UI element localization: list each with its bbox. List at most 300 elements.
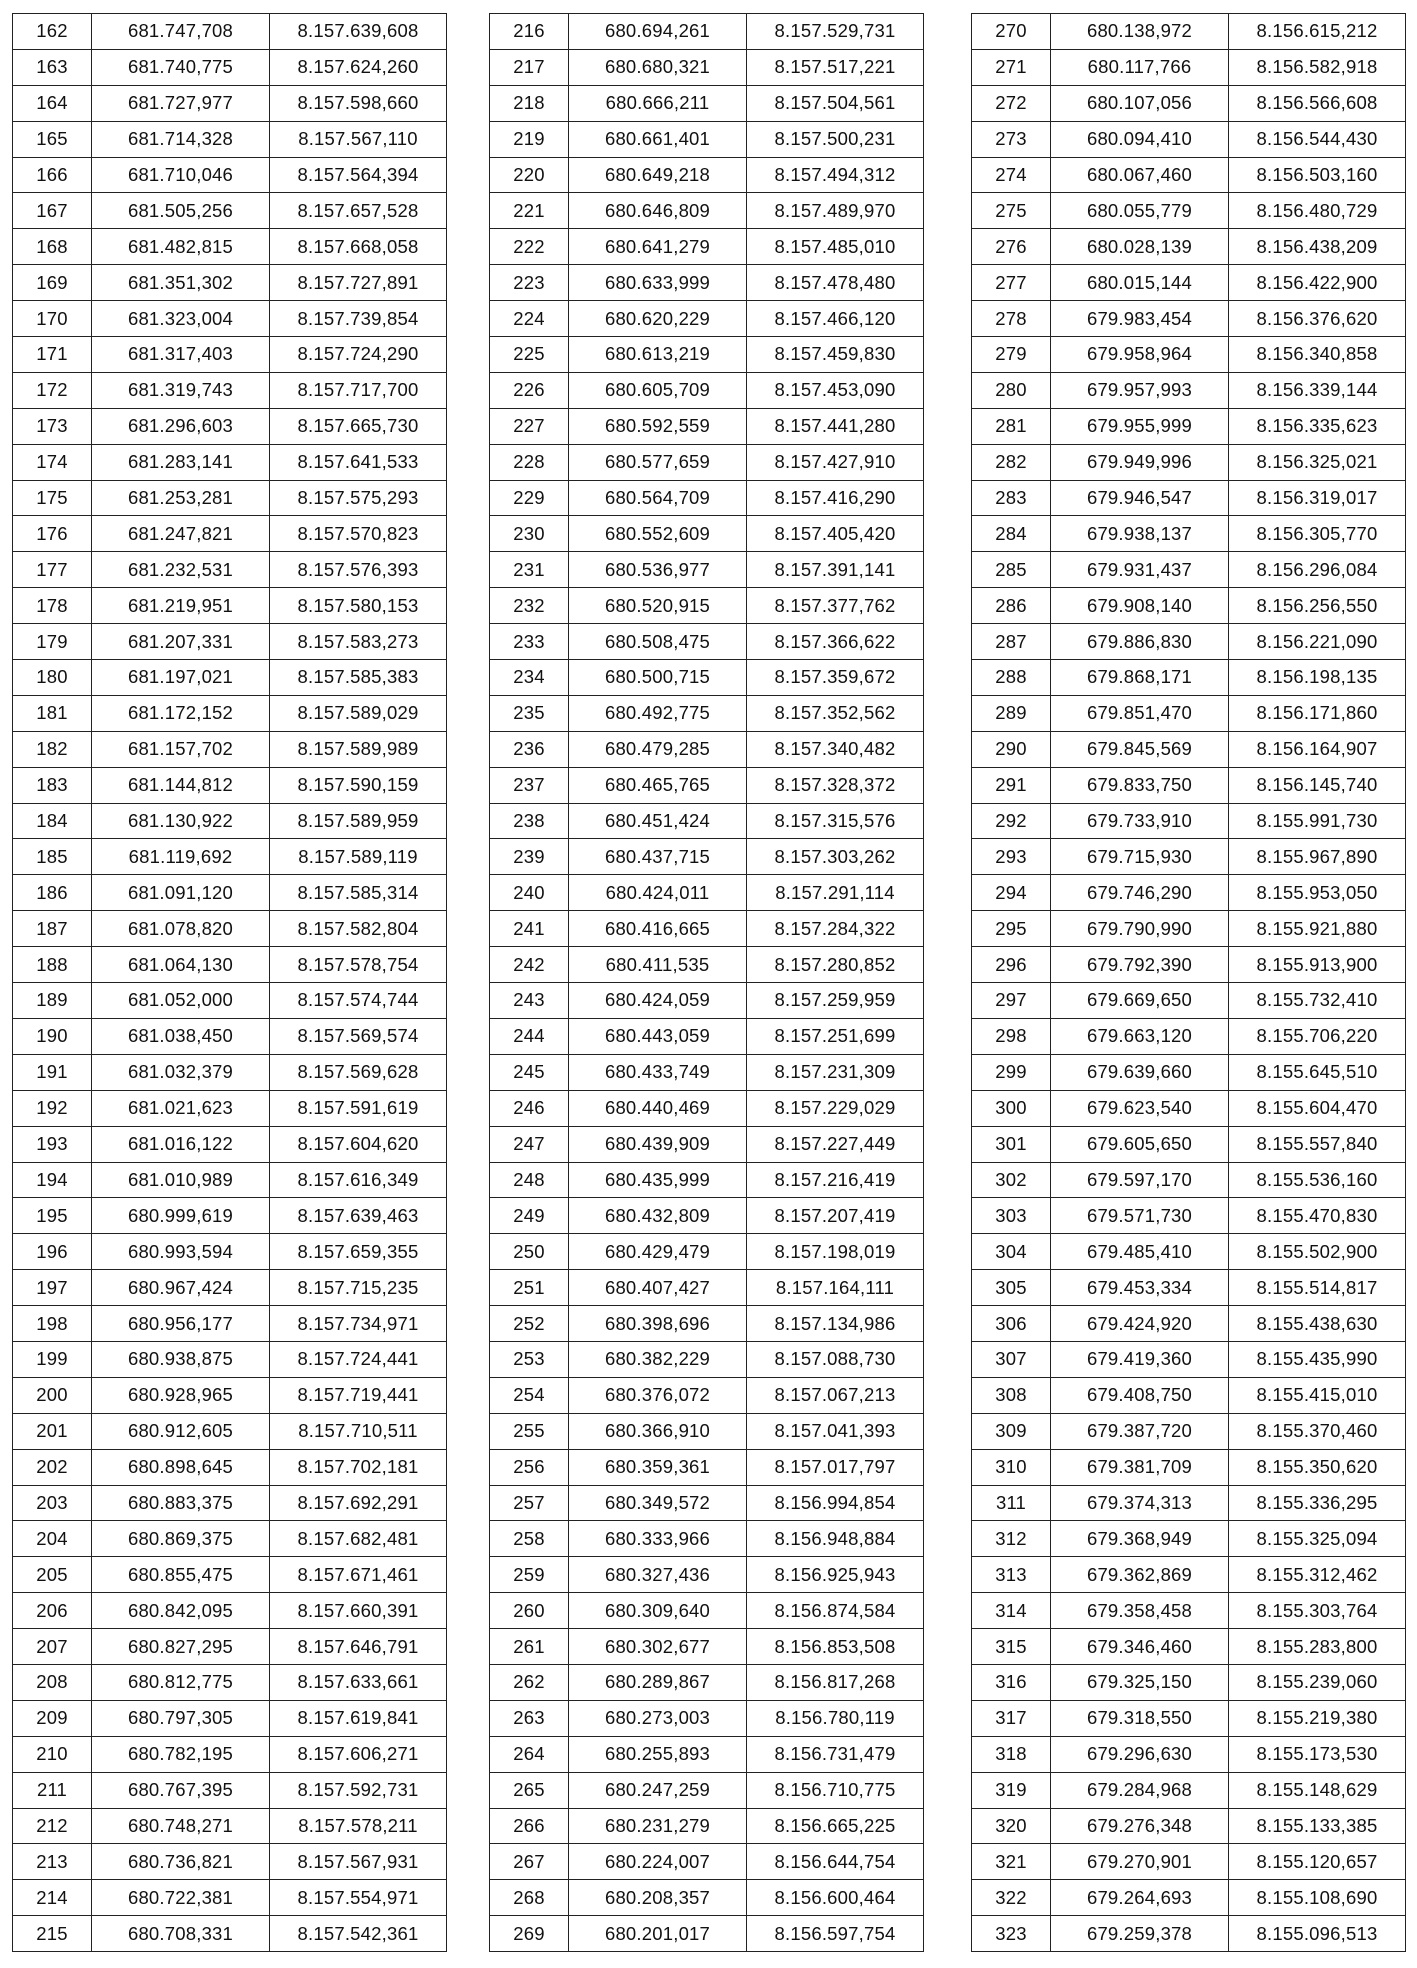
point-number-cell: 314	[972, 1593, 1051, 1629]
y-coordinate-cell: 8.157.580,153	[270, 588, 447, 624]
table-row	[490, 624, 924, 660]
x-coordinate-cell: 679.419,360	[1051, 1341, 1229, 1377]
x-coordinate-cell: 680.255,893	[569, 1736, 747, 1772]
y-coordinate-cell: 8.155.336,295	[1229, 1485, 1406, 1521]
x-coordinate-cell: 681.016,122	[92, 1126, 270, 1162]
y-coordinate-cell: 8.157.598,660	[270, 85, 447, 121]
y-coordinate-cell: 8.157.604,620	[270, 1126, 447, 1162]
coordinate-table-2	[489, 13, 924, 1952]
table-row	[490, 1521, 924, 1557]
table-row	[972, 911, 1406, 947]
y-coordinate-cell: 8.157.574,744	[270, 983, 447, 1019]
point-number-cell: 251	[490, 1270, 569, 1306]
y-coordinate-cell: 8.157.340,482	[747, 731, 924, 767]
table-row	[972, 1844, 1406, 1880]
table-row	[13, 1126, 447, 1162]
point-number-cell: 289	[972, 695, 1051, 731]
table-row	[972, 1162, 1406, 1198]
x-coordinate-cell: 679.296,630	[1051, 1736, 1229, 1772]
point-number-cell: 194	[13, 1162, 92, 1198]
point-number-cell: 254	[490, 1377, 569, 1413]
point-number-cell: 223	[490, 265, 569, 301]
y-coordinate-cell: 8.157.198,019	[747, 1234, 924, 1270]
y-coordinate-cell: 8.156.171,860	[1229, 695, 1406, 731]
table-row	[972, 49, 1406, 85]
table-row	[972, 337, 1406, 373]
table-row	[972, 1557, 1406, 1593]
point-number-cell: 168	[13, 229, 92, 265]
y-coordinate-cell: 8.157.668,058	[270, 229, 447, 265]
y-coordinate-cell: 8.156.644,754	[747, 1844, 924, 1880]
x-coordinate-cell: 679.733,910	[1051, 803, 1229, 839]
x-coordinate-cell: 681.172,152	[92, 695, 270, 731]
y-coordinate-cell: 8.156.335,623	[1229, 408, 1406, 444]
point-number-cell: 257	[490, 1485, 569, 1521]
point-number-cell: 203	[13, 1485, 92, 1521]
point-number-cell: 207	[13, 1629, 92, 1665]
table-row	[13, 1341, 447, 1377]
y-coordinate-cell: 8.156.817,268	[747, 1664, 924, 1700]
table-row	[972, 552, 1406, 588]
point-number-cell: 284	[972, 516, 1051, 552]
y-coordinate-cell: 8.157.441,280	[747, 408, 924, 444]
x-coordinate-cell: 681.505,256	[92, 193, 270, 229]
y-coordinate-cell: 8.155.991,730	[1229, 803, 1406, 839]
x-coordinate-cell: 680.797,305	[92, 1700, 270, 1736]
x-coordinate-cell: 680.827,295	[92, 1629, 270, 1665]
y-coordinate-cell: 8.156.305,770	[1229, 516, 1406, 552]
y-coordinate-cell: 8.157.088,730	[747, 1341, 924, 1377]
x-coordinate-cell: 680.492,775	[569, 695, 747, 731]
y-coordinate-cell: 8.155.148,629	[1229, 1772, 1406, 1808]
point-number-cell: 287	[972, 624, 1051, 660]
y-coordinate-cell: 8.157.134,986	[747, 1306, 924, 1342]
table-row	[13, 1808, 447, 1844]
point-number-cell: 186	[13, 875, 92, 911]
y-coordinate-cell: 8.157.303,262	[747, 839, 924, 875]
table-row	[490, 301, 924, 337]
y-coordinate-cell: 8.157.517,221	[747, 49, 924, 85]
y-coordinate-cell: 8.157.578,211	[270, 1808, 447, 1844]
x-coordinate-cell: 680.055,779	[1051, 193, 1229, 229]
y-coordinate-cell: 8.157.564,394	[270, 157, 447, 193]
x-coordinate-cell: 680.349,572	[569, 1485, 747, 1521]
table-row	[972, 1234, 1406, 1270]
y-coordinate-cell: 8.157.164,111	[747, 1270, 924, 1306]
y-coordinate-cell: 8.157.216,419	[747, 1162, 924, 1198]
y-coordinate-cell: 8.156.503,160	[1229, 157, 1406, 193]
y-coordinate-cell: 8.155.435,990	[1229, 1341, 1406, 1377]
point-number-cell: 288	[972, 660, 1051, 696]
y-coordinate-cell: 8.156.480,729	[1229, 193, 1406, 229]
table-row	[972, 265, 1406, 301]
y-coordinate-cell: 8.157.717,700	[270, 372, 447, 408]
table-row	[972, 839, 1406, 875]
point-number-cell: 170	[13, 301, 92, 337]
y-coordinate-cell: 8.157.590,159	[270, 767, 447, 803]
table-row	[972, 516, 1406, 552]
coordinate-table-3	[971, 13, 1406, 1952]
table-row	[13, 660, 447, 696]
y-coordinate-cell: 8.157.567,931	[270, 1844, 447, 1880]
y-coordinate-cell: 8.157.489,970	[747, 193, 924, 229]
x-coordinate-cell: 681.317,403	[92, 337, 270, 373]
table-row	[13, 1700, 447, 1736]
point-number-cell: 237	[490, 767, 569, 803]
table-row	[490, 14, 924, 50]
y-coordinate-cell: 8.155.536,160	[1229, 1162, 1406, 1198]
coordinate-table-body	[972, 14, 1406, 1952]
table-row	[13, 480, 447, 516]
table-row	[490, 767, 924, 803]
x-coordinate-cell: 680.620,229	[569, 301, 747, 337]
y-coordinate-cell: 8.157.682,481	[270, 1521, 447, 1557]
x-coordinate-cell: 679.931,437	[1051, 552, 1229, 588]
point-number-cell: 191	[13, 1054, 92, 1090]
table-row	[972, 803, 1406, 839]
x-coordinate-cell: 681.064,130	[92, 947, 270, 983]
y-coordinate-cell: 8.156.340,858	[1229, 337, 1406, 373]
table-row	[972, 408, 1406, 444]
point-number-cell: 311	[972, 1485, 1051, 1521]
table-row	[13, 1234, 447, 1270]
table-row	[972, 731, 1406, 767]
point-number-cell: 183	[13, 767, 92, 803]
x-coordinate-cell: 680.500,715	[569, 660, 747, 696]
y-coordinate-cell: 8.157.719,441	[270, 1377, 447, 1413]
y-coordinate-cell: 8.157.692,291	[270, 1485, 447, 1521]
table-row	[972, 1772, 1406, 1808]
x-coordinate-cell: 679.362,869	[1051, 1557, 1229, 1593]
y-coordinate-cell: 8.157.569,628	[270, 1054, 447, 1090]
table-row	[13, 875, 447, 911]
x-coordinate-cell: 679.264,693	[1051, 1880, 1229, 1916]
y-coordinate-cell: 8.156.731,479	[747, 1736, 924, 1772]
x-coordinate-cell: 680.536,977	[569, 552, 747, 588]
y-coordinate-cell: 8.157.582,804	[270, 911, 447, 947]
table-row	[13, 1449, 447, 1485]
table-row	[490, 660, 924, 696]
x-coordinate-cell: 679.270,901	[1051, 1844, 1229, 1880]
point-number-cell: 229	[490, 480, 569, 516]
point-number-cell: 226	[490, 372, 569, 408]
x-coordinate-cell: 680.432,809	[569, 1198, 747, 1234]
x-coordinate-cell: 680.451,424	[569, 803, 747, 839]
table-row	[13, 1054, 447, 1090]
point-number-cell: 279	[972, 337, 1051, 373]
point-number-cell: 220	[490, 157, 569, 193]
y-coordinate-cell: 8.156.874,584	[747, 1593, 924, 1629]
point-number-cell: 273	[972, 121, 1051, 157]
point-number-cell: 268	[490, 1880, 569, 1916]
x-coordinate-cell: 680.666,211	[569, 85, 747, 121]
y-coordinate-cell: 8.157.291,114	[747, 875, 924, 911]
table-row	[13, 767, 447, 803]
x-coordinate-cell: 680.382,229	[569, 1341, 747, 1377]
x-coordinate-cell: 681.232,531	[92, 552, 270, 588]
y-coordinate-cell: 8.156.615,212	[1229, 14, 1406, 50]
x-coordinate-cell: 680.465,765	[569, 767, 747, 803]
point-number-cell: 221	[490, 193, 569, 229]
x-coordinate-cell: 681.296,603	[92, 408, 270, 444]
point-number-cell: 301	[972, 1126, 1051, 1162]
x-coordinate-cell: 680.407,427	[569, 1270, 747, 1306]
point-number-cell: 262	[490, 1664, 569, 1700]
point-number-cell: 292	[972, 803, 1051, 839]
x-coordinate-cell: 680.429,479	[569, 1234, 747, 1270]
y-coordinate-cell: 8.157.569,574	[270, 1018, 447, 1054]
y-coordinate-cell: 8.157.589,959	[270, 803, 447, 839]
point-number-cell: 169	[13, 265, 92, 301]
point-number-cell: 280	[972, 372, 1051, 408]
y-coordinate-cell: 8.156.256,550	[1229, 588, 1406, 624]
table-row	[972, 695, 1406, 731]
y-coordinate-cell: 8.155.096,513	[1229, 1916, 1406, 1952]
y-coordinate-cell: 8.157.583,273	[270, 624, 447, 660]
table-row	[972, 229, 1406, 265]
y-coordinate-cell: 8.156.948,884	[747, 1521, 924, 1557]
x-coordinate-cell: 680.376,072	[569, 1377, 747, 1413]
x-coordinate-cell: 680.015,144	[1051, 265, 1229, 301]
y-coordinate-cell: 8.157.575,293	[270, 480, 447, 516]
table-row	[13, 157, 447, 193]
point-number-cell: 318	[972, 1736, 1051, 1772]
point-number-cell: 261	[490, 1629, 569, 1665]
x-coordinate-cell: 680.649,218	[569, 157, 747, 193]
x-coordinate-cell: 680.641,279	[569, 229, 747, 265]
y-coordinate-cell: 8.157.529,731	[747, 14, 924, 50]
point-number-cell: 193	[13, 1126, 92, 1162]
table-row	[490, 1772, 924, 1808]
table-row	[490, 695, 924, 731]
point-number-cell: 299	[972, 1054, 1051, 1090]
point-number-cell: 179	[13, 624, 92, 660]
y-coordinate-cell: 8.157.227,449	[747, 1126, 924, 1162]
point-number-cell: 233	[490, 624, 569, 660]
table-row	[972, 1198, 1406, 1234]
y-coordinate-cell: 8.157.727,891	[270, 265, 447, 301]
x-coordinate-cell: 680.327,436	[569, 1557, 747, 1593]
x-coordinate-cell: 681.119,692	[92, 839, 270, 875]
point-number-cell: 205	[13, 1557, 92, 1593]
x-coordinate-cell: 680.736,821	[92, 1844, 270, 1880]
x-coordinate-cell: 679.325,150	[1051, 1664, 1229, 1700]
table-row	[13, 1485, 447, 1521]
x-coordinate-cell: 680.437,715	[569, 839, 747, 875]
point-number-cell: 300	[972, 1090, 1051, 1126]
x-coordinate-cell: 680.633,999	[569, 265, 747, 301]
y-coordinate-cell: 8.157.639,608	[270, 14, 447, 50]
table-row	[972, 1700, 1406, 1736]
y-coordinate-cell: 8.157.646,791	[270, 1629, 447, 1665]
table-row	[13, 85, 447, 121]
x-coordinate-cell: 680.842,095	[92, 1593, 270, 1629]
y-coordinate-cell: 8.157.591,619	[270, 1090, 447, 1126]
x-coordinate-cell: 680.424,059	[569, 983, 747, 1019]
table-row	[490, 1306, 924, 1342]
point-number-cell: 291	[972, 767, 1051, 803]
y-coordinate-cell: 8.156.566,608	[1229, 85, 1406, 121]
x-coordinate-cell: 680.247,259	[569, 1772, 747, 1808]
y-coordinate-cell: 8.157.616,349	[270, 1162, 447, 1198]
x-coordinate-cell: 679.792,390	[1051, 947, 1229, 983]
point-number-cell: 306	[972, 1306, 1051, 1342]
point-number-cell: 162	[13, 14, 92, 50]
point-number-cell: 319	[972, 1772, 1051, 1808]
x-coordinate-cell: 679.318,550	[1051, 1700, 1229, 1736]
point-number-cell: 274	[972, 157, 1051, 193]
table-row	[972, 1126, 1406, 1162]
table-row	[490, 1377, 924, 1413]
x-coordinate-cell: 679.368,949	[1051, 1521, 1229, 1557]
y-coordinate-cell: 8.157.624,260	[270, 49, 447, 85]
point-number-cell: 188	[13, 947, 92, 983]
point-number-cell: 269	[490, 1916, 569, 1952]
x-coordinate-cell: 680.333,966	[569, 1521, 747, 1557]
y-coordinate-cell: 8.157.067,213	[747, 1377, 924, 1413]
x-coordinate-cell: 680.416,665	[569, 911, 747, 947]
table-row	[13, 301, 447, 337]
table-row	[490, 1557, 924, 1593]
x-coordinate-cell: 680.439,909	[569, 1126, 747, 1162]
point-number-cell: 249	[490, 1198, 569, 1234]
y-coordinate-cell: 8.155.953,050	[1229, 875, 1406, 911]
x-coordinate-cell: 680.869,375	[92, 1521, 270, 1557]
point-number-cell: 309	[972, 1413, 1051, 1449]
y-coordinate-cell: 8.155.557,840	[1229, 1126, 1406, 1162]
x-coordinate-cell: 679.639,660	[1051, 1054, 1229, 1090]
point-number-cell: 321	[972, 1844, 1051, 1880]
x-coordinate-cell: 679.957,993	[1051, 372, 1229, 408]
point-number-cell: 197	[13, 1270, 92, 1306]
x-coordinate-cell: 681.010,989	[92, 1162, 270, 1198]
table-row	[972, 660, 1406, 696]
table-row	[13, 947, 447, 983]
point-number-cell: 277	[972, 265, 1051, 301]
table-row	[13, 1521, 447, 1557]
x-coordinate-cell: 679.381,709	[1051, 1449, 1229, 1485]
x-coordinate-cell: 679.387,720	[1051, 1413, 1229, 1449]
table-row	[490, 947, 924, 983]
y-coordinate-cell: 8.157.542,361	[270, 1916, 447, 1952]
table-row	[13, 1664, 447, 1700]
point-number-cell: 313	[972, 1557, 1051, 1593]
table-row	[490, 1916, 924, 1952]
point-number-cell: 275	[972, 193, 1051, 229]
table-row	[490, 1593, 924, 1629]
point-number-cell: 232	[490, 588, 569, 624]
table-row	[490, 121, 924, 157]
x-coordinate-cell: 681.323,004	[92, 301, 270, 337]
point-number-cell: 238	[490, 803, 569, 839]
table-row	[972, 301, 1406, 337]
table-row	[490, 1054, 924, 1090]
y-coordinate-cell: 8.156.600,464	[747, 1880, 924, 1916]
table-row	[490, 337, 924, 373]
point-number-cell: 215	[13, 1916, 92, 1952]
table-row	[490, 1808, 924, 1844]
table-row	[13, 49, 447, 85]
y-coordinate-cell: 8.157.041,393	[747, 1413, 924, 1449]
table-row	[13, 14, 447, 50]
x-coordinate-cell: 679.408,750	[1051, 1377, 1229, 1413]
y-coordinate-cell: 8.155.370,460	[1229, 1413, 1406, 1449]
y-coordinate-cell: 8.156.438,209	[1229, 229, 1406, 265]
x-coordinate-cell: 680.520,915	[569, 588, 747, 624]
x-coordinate-cell: 679.946,547	[1051, 480, 1229, 516]
x-coordinate-cell: 679.790,990	[1051, 911, 1229, 947]
table-row	[972, 767, 1406, 803]
x-coordinate-cell: 680.938,875	[92, 1341, 270, 1377]
x-coordinate-cell: 679.938,137	[1051, 516, 1229, 552]
point-number-cell: 167	[13, 193, 92, 229]
y-coordinate-cell: 8.156.994,854	[747, 1485, 924, 1521]
y-coordinate-cell: 8.157.570,823	[270, 516, 447, 552]
y-coordinate-cell: 8.157.576,393	[270, 552, 447, 588]
point-number-cell: 265	[490, 1772, 569, 1808]
x-coordinate-cell: 680.708,331	[92, 1916, 270, 1952]
y-coordinate-cell: 8.157.377,762	[747, 588, 924, 624]
y-coordinate-cell: 8.157.405,420	[747, 516, 924, 552]
y-coordinate-cell: 8.156.164,907	[1229, 731, 1406, 767]
x-coordinate-cell: 679.259,378	[1051, 1916, 1229, 1952]
y-coordinate-cell: 8.157.585,383	[270, 660, 447, 696]
y-coordinate-cell: 8.156.339,144	[1229, 372, 1406, 408]
coordinate-table-body	[490, 14, 924, 1952]
table-row	[13, 1413, 447, 1449]
point-number-cell: 302	[972, 1162, 1051, 1198]
y-coordinate-cell: 8.157.231,309	[747, 1054, 924, 1090]
table-row	[13, 1270, 447, 1306]
table-row	[490, 588, 924, 624]
table-row	[13, 983, 447, 1019]
table-row	[490, 516, 924, 552]
y-coordinate-cell: 8.155.108,690	[1229, 1880, 1406, 1916]
point-number-cell: 165	[13, 121, 92, 157]
point-number-cell: 180	[13, 660, 92, 696]
y-coordinate-cell: 8.156.544,430	[1229, 121, 1406, 157]
table-row	[490, 444, 924, 480]
y-coordinate-cell: 8.156.780,119	[747, 1700, 924, 1736]
y-coordinate-cell: 8.157.710,511	[270, 1413, 447, 1449]
table-row	[490, 1198, 924, 1234]
x-coordinate-cell: 681.032,379	[92, 1054, 270, 1090]
y-coordinate-cell: 8.157.619,841	[270, 1700, 447, 1736]
point-number-cell: 173	[13, 408, 92, 444]
table-row	[490, 1162, 924, 1198]
point-number-cell: 177	[13, 552, 92, 588]
y-coordinate-cell: 8.156.221,090	[1229, 624, 1406, 660]
x-coordinate-cell: 679.485,410	[1051, 1234, 1229, 1270]
point-number-cell: 240	[490, 875, 569, 911]
x-coordinate-cell: 681.157,702	[92, 731, 270, 767]
table-row	[13, 121, 447, 157]
y-coordinate-cell: 8.157.578,754	[270, 947, 447, 983]
x-coordinate-cell: 680.883,375	[92, 1485, 270, 1521]
table-row	[490, 1270, 924, 1306]
y-coordinate-cell: 8.155.350,620	[1229, 1449, 1406, 1485]
x-coordinate-cell: 679.715,930	[1051, 839, 1229, 875]
point-number-cell: 260	[490, 1593, 569, 1629]
x-coordinate-cell: 680.812,775	[92, 1664, 270, 1700]
y-coordinate-cell: 8.155.415,010	[1229, 1377, 1406, 1413]
x-coordinate-cell: 680.898,645	[92, 1449, 270, 1485]
table-row	[972, 1413, 1406, 1449]
point-number-cell: 241	[490, 911, 569, 947]
y-coordinate-cell: 8.157.660,391	[270, 1593, 447, 1629]
table-row	[13, 1018, 447, 1054]
table-row	[972, 157, 1406, 193]
